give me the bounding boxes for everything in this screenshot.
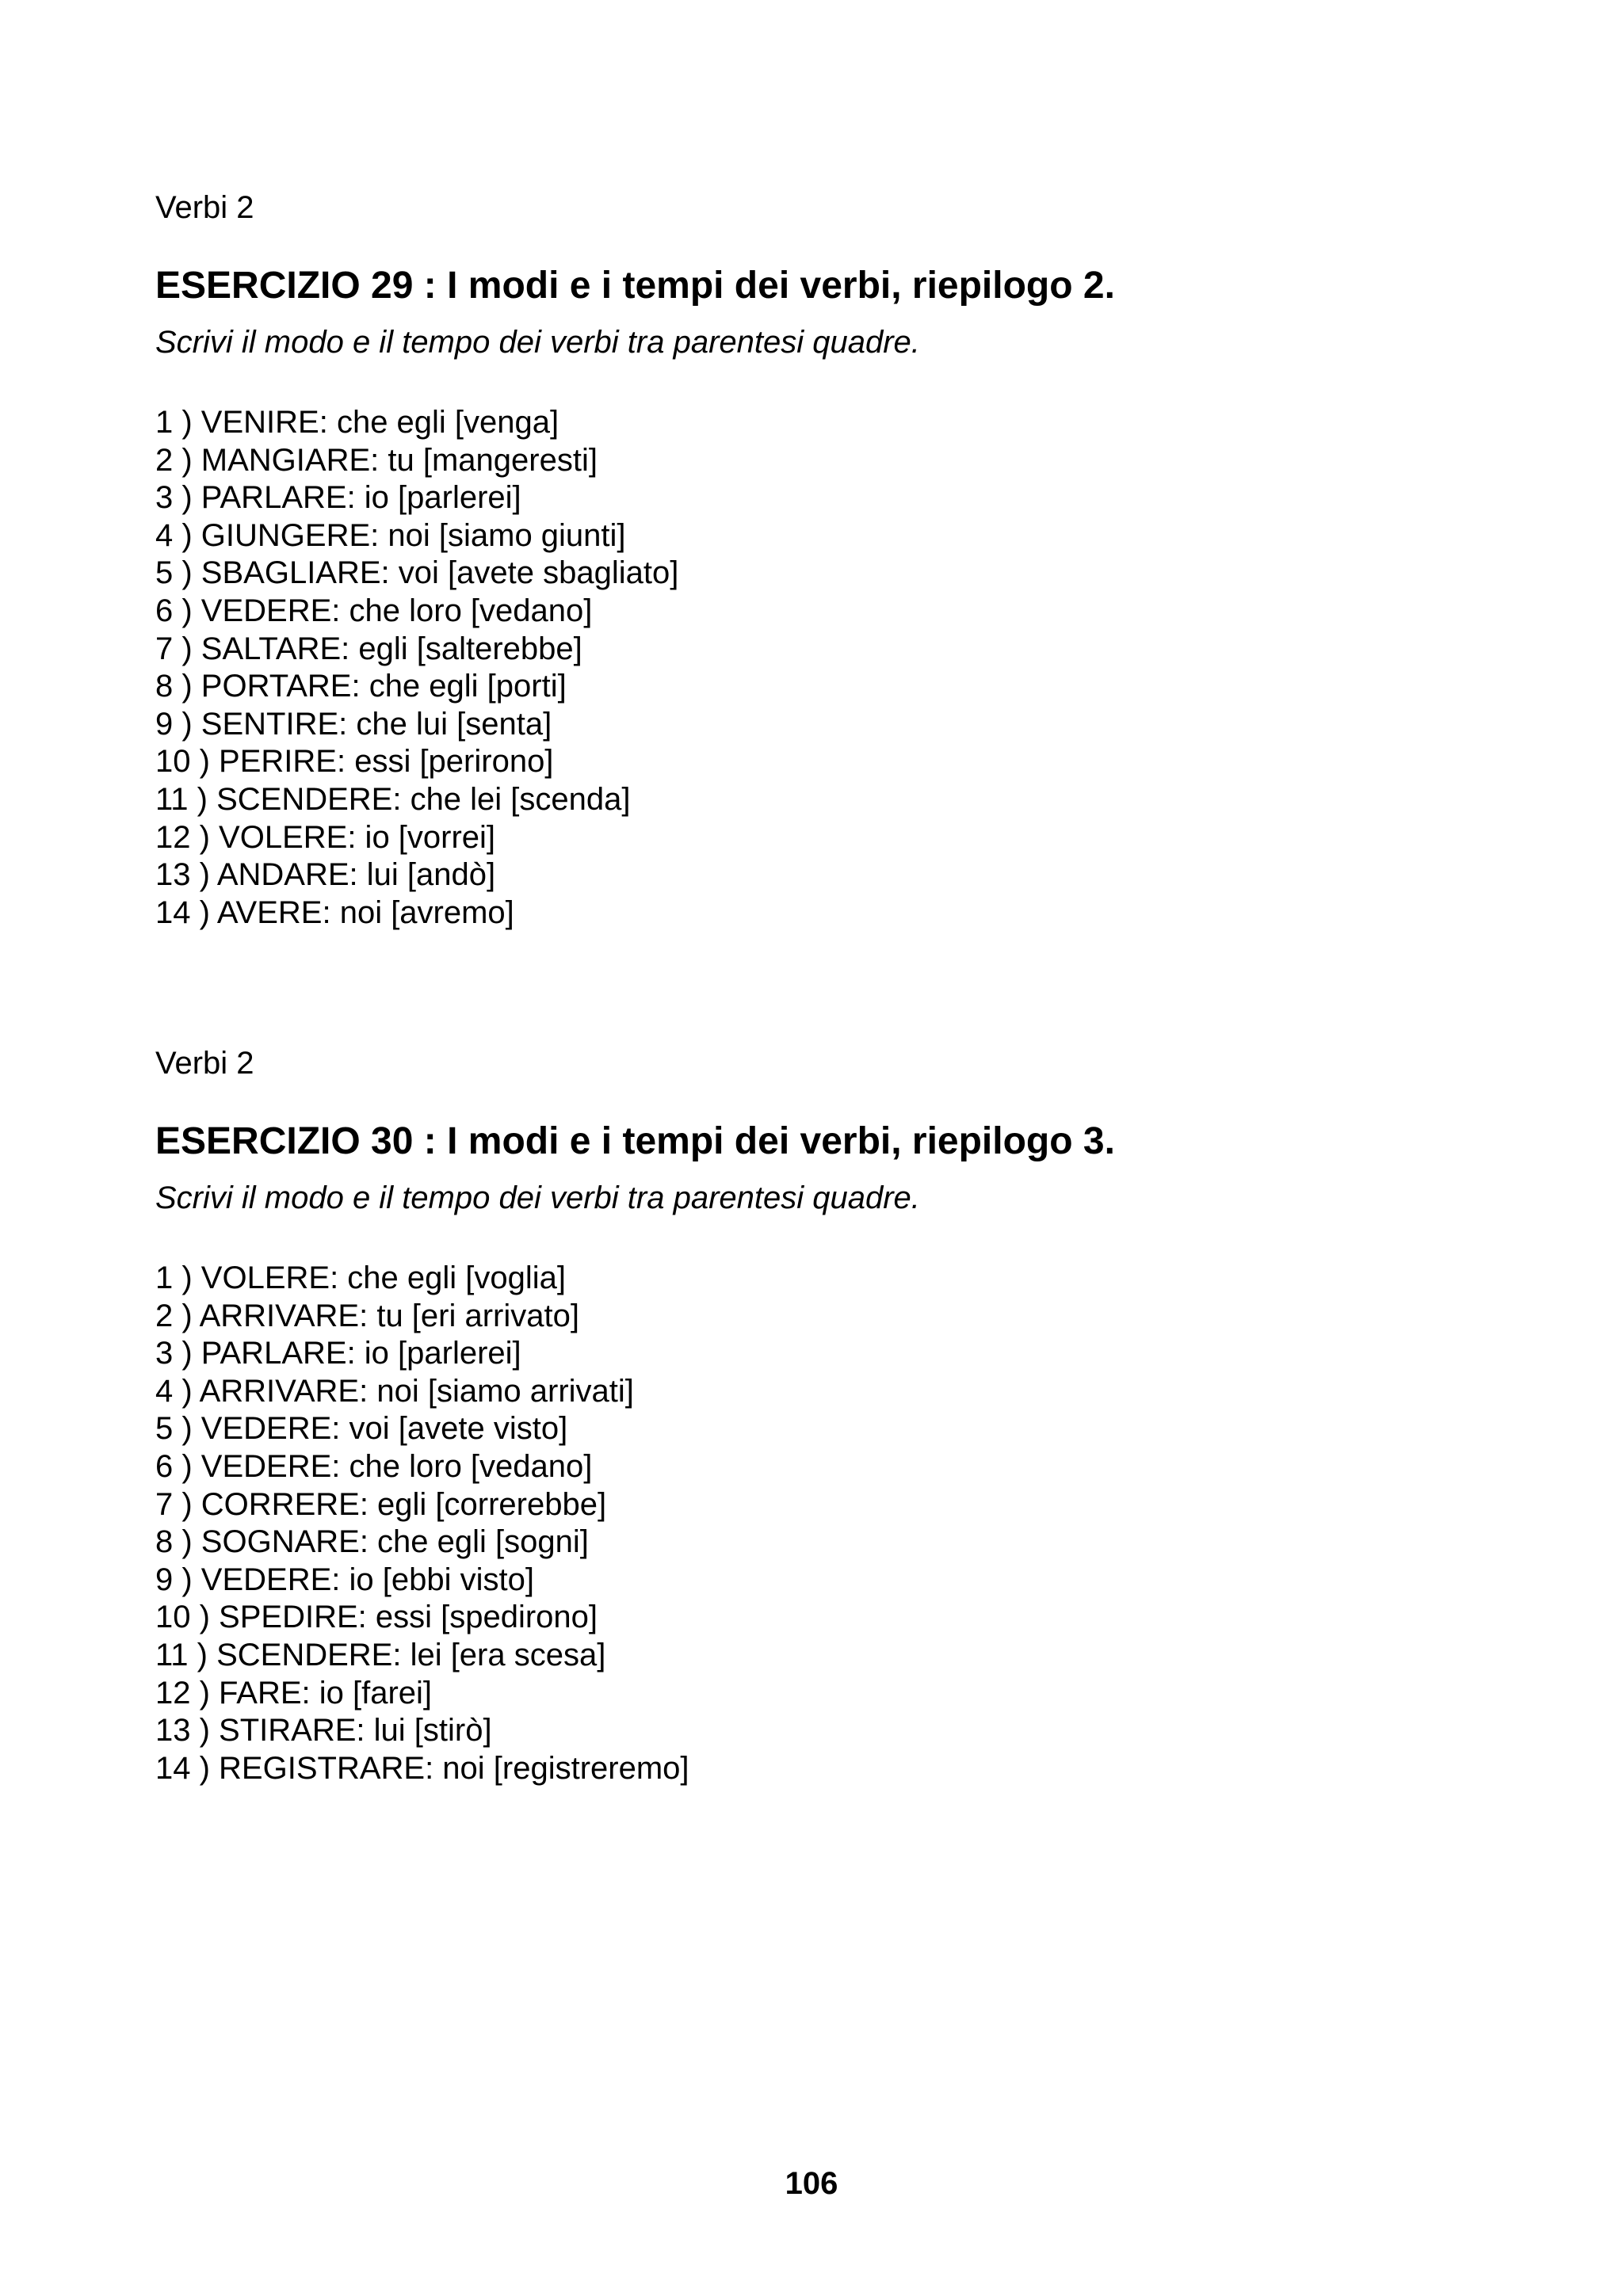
exercise-item: 4 ) GIUNGERE: noi [siamo giunti] [155, 517, 626, 553]
exercise-item: 7 ) SALTARE: egli [salterebbe] [155, 631, 582, 666]
exercise-section-29 [155, 189, 1503, 930]
exercise-instruction: Scrivi il modo e il tempo dei verbi tra parentesi quadre. [155, 325, 920, 360]
exercise-item: 12 ) FARE: io [farei] [155, 1675, 433, 1711]
page-number: 106 [785, 2166, 838, 2201]
exercise-item: 9 ) SENTIRE: che lui [senta] [155, 706, 552, 742]
exercise-item: 5 ) VEDERE: voi [avete visto] [155, 1411, 568, 1447]
exercise-item: 8 ) PORTARE: che egli [porti] [155, 669, 567, 704]
exercise-item: 13 ) ANDARE: lui [andò] [155, 857, 496, 893]
exercise-item: 2 ) MANGIARE: tu [mangeresti] [155, 442, 598, 478]
exercise-section-30 [155, 1044, 1503, 1786]
exercise-item: 10 ) SPEDIRE: essi [spedirono] [155, 1600, 598, 1635]
exercise-item: 6 ) VEDERE: che loro [vedano] [155, 593, 593, 628]
exercise-item-list [155, 404, 678, 932]
exercise-item: 5 ) SBAGLIARE: voi [avete sbagliato] [155, 555, 679, 591]
exercise-item: 12 ) VOLERE: io [vorrei] [155, 819, 496, 855]
exercise-title: ESERCIZIO 30 : I modi e i tempi dei verbi, riepilogo 3. [155, 1120, 1115, 1162]
exercise-item: 11 ) SCENDERE: lei [era scesa] [155, 1637, 606, 1672]
exercise-item: 6 ) VEDERE: che loro [vedano] [155, 1448, 593, 1484]
section-label: Verbi 2 [155, 1046, 254, 1081]
exercise-item: 14 ) AVERE: noi [avremo] [155, 894, 514, 930]
exercise-title: ESERCIZIO 29 : I modi e i tempi dei verbi, riepilogo 2. [155, 265, 1115, 307]
exercise-item: 13 ) STIRARE: lui [stirò] [155, 1713, 492, 1749]
exercise-item: 14 ) REGISTRARE: noi [registreremo] [155, 1750, 689, 1786]
exercise-item: 1 ) VOLERE: che egli [voglia] [155, 1261, 567, 1295]
exercise-item: 4 ) ARRIVARE: noi [siamo arrivati] [155, 1373, 634, 1409]
exercise-item: 8 ) SOGNARE: che egli [sogni] [155, 1524, 589, 1560]
exercise-item: 10 ) PERIRE: essi [perirono] [155, 744, 554, 780]
exercise-item: 9 ) VEDERE: io [ebbi visto] [155, 1562, 534, 1597]
exercise-item: 7 ) CORRERE: egli [correrebbe] [155, 1486, 607, 1522]
exercise-item: 3 ) PARLARE: io [parlerei] [155, 1336, 521, 1371]
exercise-item: 11 ) SCENDERE: che lei [scenda] [155, 781, 631, 817]
exercise-item-list [155, 1260, 689, 1787]
section-label: Verbi 2 [155, 190, 254, 225]
exercise-instruction: Scrivi il modo e il tempo dei verbi tra parentesi quadre. [155, 1180, 920, 1215]
exercise-item: 1 ) VENIRE: che egli [venga] [155, 405, 559, 440]
exercise-item: 2 ) ARRIVARE: tu [eri arrivato] [155, 1298, 579, 1333]
exercise-item: 3 ) PARLARE: io [parlerei] [155, 480, 521, 516]
